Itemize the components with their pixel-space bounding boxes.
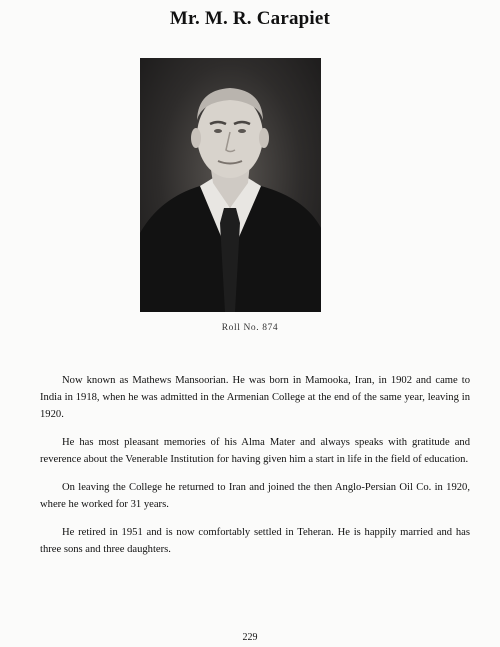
paragraph: He retired in 1951 and is now comfortably settled in Teheran. He is happily married and has three sons and three daughters. (40, 527, 470, 555)
page-title: Mr. M. R. Carapiet (169, 8, 331, 29)
paragraph: On leaving the College he returned to Iran and joined the then Anglo-Persian Oil Co. in 1920, where he worked for 31 years. (40, 482, 470, 510)
portrait-photo (140, 58, 321, 312)
paragraph: Now known as Mathews Mansoorian. He was born in Mamooka, Iran, in 1902 and came to India in 1918, when he was admitted in the Armenian College at the end of the same year, leaving in 1920. (40, 375, 470, 420)
page-number: 229 (242, 632, 258, 643)
photo-caption: Roll No. 874 (221, 323, 279, 333)
paragraph: He has most pleasant memories of his Alma Mater and always speaks with gratitude and reverence about the Venerable Institution for having given him a start in life in the field of education. (40, 437, 470, 465)
biography-text (40, 372, 470, 569)
